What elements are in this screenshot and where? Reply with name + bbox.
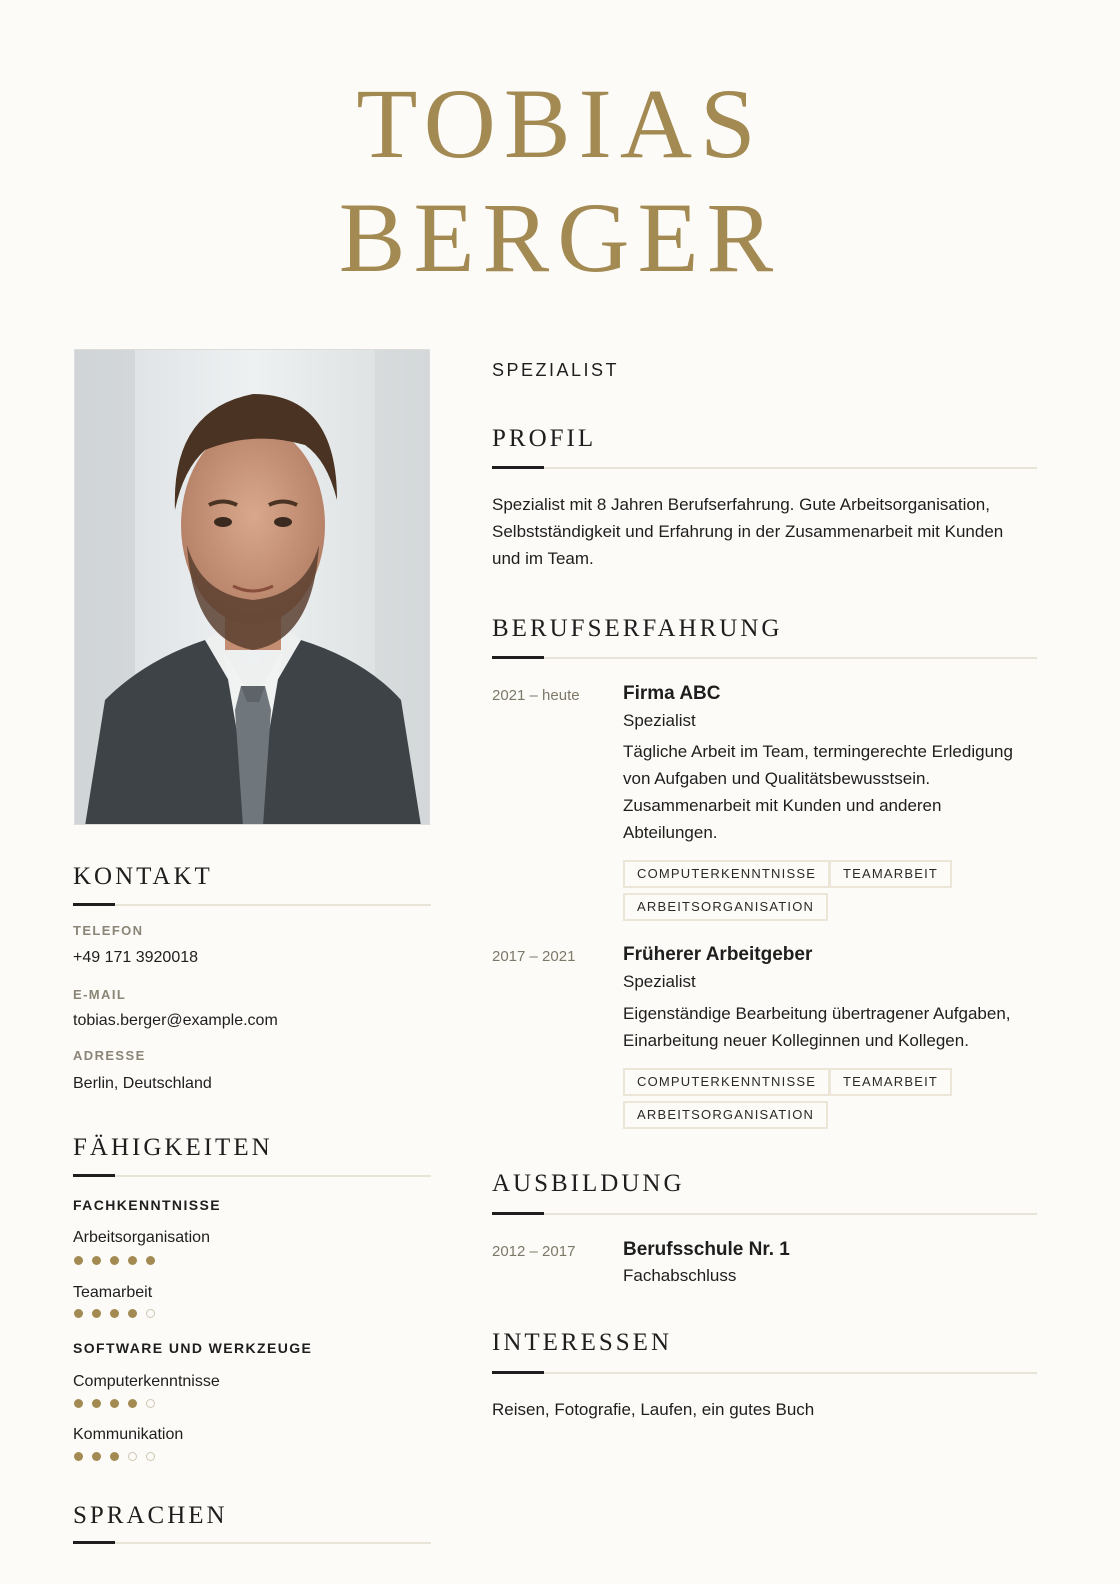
rating-dot-empty [146, 1452, 155, 1461]
rating-dot-empty [146, 1309, 155, 1318]
skill-tag: ARBEITSORGANISATION [623, 893, 828, 921]
job-role: Spezialist [623, 972, 696, 991]
rating-dot-filled [74, 1256, 83, 1265]
phone-value[interactable]: +49 171 3920018 [73, 949, 199, 966]
skill-rating [74, 1256, 155, 1267]
languages-heading: SPRACHEN [73, 1502, 228, 1529]
skill-rating [74, 1399, 155, 1410]
job-title: SPEZIALIST [492, 360, 620, 380]
email-value[interactable]: tobias.berger@example.com [73, 1012, 278, 1029]
phone-label: TELEFON [73, 923, 144, 938]
rating-dot-filled [74, 1399, 83, 1408]
contact-heading: KONTAKT [73, 863, 213, 890]
address-value: Berlin, Deutschland [73, 1075, 212, 1092]
education-dates: 2012 – 2017 [492, 1243, 576, 1260]
skill-tag: COMPUTERKENNTNISSE [623, 1068, 830, 1096]
profile-photo [74, 349, 430, 825]
skill-tag: TEAMARBEIT [829, 1068, 952, 1096]
rating-dot-filled [92, 1256, 101, 1265]
rating-dot-filled [92, 1309, 101, 1318]
experience-heading: BERUFSERFAHRUNG [492, 615, 783, 642]
rating-dot-filled [74, 1309, 83, 1318]
rating-dot-filled [128, 1399, 137, 1408]
interests-heading: INTERESSEN [492, 1329, 672, 1356]
skills-heading: FÄHIGKEITEN [73, 1134, 273, 1161]
skill-tag: COMPUTERKENNTNISSE [623, 860, 830, 888]
rating-dot-empty [146, 1399, 155, 1408]
experience-divider [492, 657, 1037, 659]
job-company: Früherer Arbeitgeber [623, 944, 813, 965]
education-degree: Fachabschluss [623, 1266, 737, 1285]
skill-tag: ARBEITSORGANISATION [623, 1101, 828, 1129]
email-label: E-MAIL [73, 987, 127, 1002]
rating-dot-filled [110, 1256, 119, 1265]
education-heading: AUSBILDUNG [492, 1170, 685, 1197]
job-description: Eigenständige Bearbeitung übertragener Aufgaben, Einarbeitung neuer Kolleginnen und Kollegen. [623, 1004, 1011, 1050]
rating-dot-filled [110, 1309, 119, 1318]
skill-rating [74, 1309, 155, 1320]
portrait-image [75, 350, 430, 825]
address-label: ADRESSE [73, 1048, 146, 1063]
rating-dot-filled [110, 1452, 119, 1461]
skill-name: Computerkenntnisse [73, 1373, 220, 1390]
skills-divider [73, 1175, 431, 1177]
education-school: Berufsschule Nr. 1 [623, 1239, 790, 1260]
rating-dot-filled [110, 1399, 119, 1408]
rating-dot-filled [74, 1452, 83, 1461]
skill-name: Arbeitsorganisation [73, 1229, 210, 1246]
profile-text: Spezialist mit 8 Jahren Berufserfahrung. Gute Arbeitsorganisation, Selbstständigkeit und Erfahrung in der Zusammenarbeit mit Kunden und im Team. [492, 495, 1004, 568]
skill-group-title: FACHKENNTNISSE [73, 1197, 221, 1213]
rating-dot-filled [146, 1256, 155, 1265]
first-name: TOBIAS [356, 68, 764, 179]
last-name: BERGER [338, 182, 782, 293]
job-company: Firma ABC [623, 683, 721, 704]
interests-divider [492, 1372, 1037, 1374]
rating-dot-empty [128, 1452, 137, 1461]
rating-dot-filled [128, 1309, 137, 1318]
rating-dot-filled [92, 1399, 101, 1408]
languages-divider [73, 1542, 431, 1544]
rating-dot-filled [92, 1452, 101, 1461]
education-divider [492, 1213, 1037, 1215]
rating-dot-filled [128, 1256, 137, 1265]
profile-divider [492, 467, 1037, 469]
job-dates: 2017 – 2021 [492, 948, 576, 965]
skill-name: Teamarbeit [73, 1284, 153, 1301]
interests-text: Reisen, Fotografie, Laufen, ein gutes Buch [492, 1400, 815, 1419]
skill-name: Kommunikation [73, 1426, 184, 1443]
profile-heading: PROFIL [492, 425, 597, 452]
job-dates: 2021 – heute [492, 687, 580, 704]
skill-tag: TEAMARBEIT [829, 860, 952, 888]
job-description: Tägliche Arbeit im Team, termingerechte Erledigung von Aufgaben und Qualitätsbewusstsein. Zusammenarbeit mit Kunden und anderen Abteilungen. [623, 742, 1013, 842]
skill-group-title: SOFTWARE UND WERKZEUGE [73, 1340, 313, 1356]
contact-divider [73, 904, 431, 906]
job-role: Spezialist [623, 711, 696, 730]
skill-rating [74, 1452, 155, 1463]
